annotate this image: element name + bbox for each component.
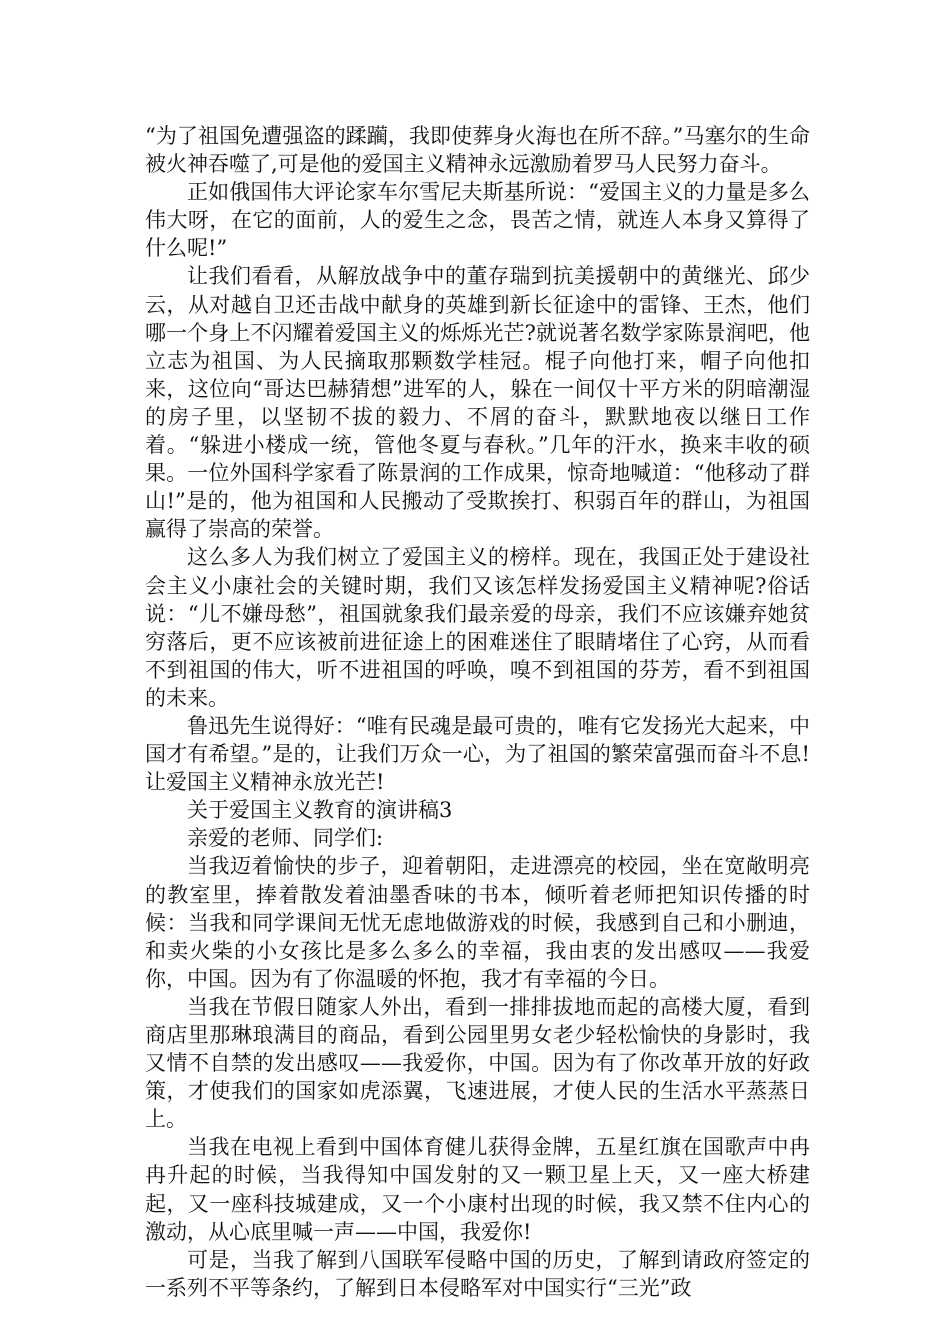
paragraph-8: 当我在电视上看到中国体育健儿获得金牌，五星红旗在国歌声中冉冉升起的时候，当我得知中国发射的又一颗卫星上天，又一座大桥建起，又一座科技城建成，又一个小康村出现的时候，我又禁不住内心的激动，从心底里喊一声——中国，我爱你! xyxy=(145,1135,810,1244)
section-heading: 关于爱国主义教育的演讲稿3 xyxy=(187,798,453,823)
salutation: 亲爱的老师、同学们: xyxy=(187,826,384,851)
paragraph-3: 让我们看看，从解放战争中的董存瑞到抗美援朝中的黄继光、邱少云，从对越自卫还击战中献身的英雄到新长征途中的雷锋、王杰，他们哪一个身上不闪耀着爱国主义的烁烁光芒?就说著名数学家陈景润吧，他立志为祖国、为人民摘取那颗数学桂冠。棍子向他打来，帽子向他扣来，这位向“哥达巴赫猜想”进军的人，躲在一间仅十平方米的阴暗潮湿的房子里，以坚韧不拔的毅力、不屑的奋斗，默默地夜以继日工作着。“躲进小楼成一统，管他冬夏与春秋。”几年的汗水，换来丰收的硕果。一位外国科学家看了陈景润的工作成果，惊奇地喊道：“他移动了群山!”是的，他为祖国和人民搬动了受欺挨打、积弱百年的群山，为祖国赢得了崇高的荣誉。 xyxy=(145,264,810,542)
document-body xyxy=(145,122,810,1302)
paragraph-5: 鲁迅先生说得好：“唯有民魂是最可贵的，唯有它发扬光大起来，中国才有希望。”是的，让我们万众一心，为了祖国的繁荣富强而奋斗不息!让爱国主义精神永放光芒! xyxy=(145,713,810,795)
paragraph-9: 可是，当我了解到八国联军侵略中国的历史，了解到请政府签定的一系列不平等条约，了解到日本侵略军对中国实行“三光”政 xyxy=(145,1247,810,1300)
paragraph-6: 当我迈着愉快的步子，迎着朝阳，走进漂亮的校园，坐在宽敞明亮的教室里，捧着散发着油墨香味的书本，倾听着老师把知识传播的时候：当我和同学课间无忧无虑地做游戏的时候，我感到自己和小删迪，和卖火柴的小女孩比是多么多么的幸福，我由衷的发出感叹——我爱你，中国。因为有了你温暖的怀抱，我才有幸福的今日。 xyxy=(145,854,810,991)
paragraph-2: 正如俄国伟大评论家车尔雪尼夫斯基所说：“爱国主义的力量是多么伟大呀，在它的面前，人的爱生之念，畏苦之情，就连人本身又算得了什么呢!” xyxy=(145,180,810,261)
paragraph-7: 当我在节假日随家人外出，看到一排排拔地而起的高楼大厦，看到商店里那琳琅满目的商品，看到公园里男女老少轻松愉快的身影时，我又情不自禁的发出感叹——我爱你，中国。因为有了你改革开放的好政策，才使我们的国家如虎添翼，飞速进展，才使人民的生活水平蒸蒸日上。 xyxy=(145,994,810,1132)
paragraph-1: “为了祖国免遭强盗的蹂躏，我即使葬身火海也在所不辞。”马塞尔的生命被火神吞噬了,可是他的爱国主义精神永远激励着罗马人民努力奋斗。 xyxy=(145,124,810,177)
paragraph-4: 这么多人为我们树立了爱国主义的榜样。现在，我国正处于建设社会主义小康社会的关键时期，我们又该怎样发扬爱国主义精神呢?俗话说：“儿不嫌母愁”，祖国就象我们最亲爱的母亲，我们不应该嫌弃她贫穷落后，更不应该被前进征途上的困难迷住了眼睛堵住了心窍，从而看不到祖国的伟大，听不进祖国的呼唤，嗅不到祖国的芬芳，看不到祖国的未来。 xyxy=(145,545,810,710)
